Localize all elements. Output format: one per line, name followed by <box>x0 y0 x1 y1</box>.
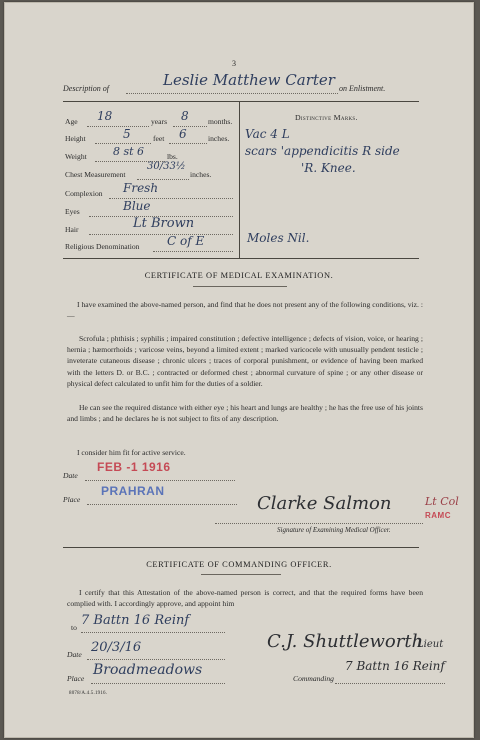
chest-value: 30/33½ <box>147 161 186 172</box>
height-inches-unit: inches. <box>208 134 230 143</box>
commanding-place-value: Broadmeadows <box>93 662 203 678</box>
medical-paragraph-3: He can see the required distance with either eye ; his heart and lungs are healthy ; he has the free use of his joints and limbs ; and he declares he is not subject to fits of any description. <box>67 403 423 424</box>
chest-unit: inches. <box>190 170 212 179</box>
hair-value: Lt Brown <box>133 216 195 231</box>
height-inches-line <box>169 143 207 144</box>
chest-label: Chest Measurement <box>65 170 126 179</box>
age-years-value: 18 <box>97 109 113 123</box>
age-label: Age <box>65 117 78 126</box>
marks-moles: Moles Nil. <box>247 231 310 245</box>
page-number: 3 <box>232 59 236 68</box>
medical-officer-rank: Lt Col <box>425 495 459 508</box>
footer-code: 8078/A.4.5.1916. <box>69 691 108 696</box>
medical-title: CERTIFICATE OF MEDICAL EXAMINATION. <box>144 271 334 280</box>
medical-title-rule <box>193 286 287 287</box>
attestation-page <box>4 2 474 738</box>
commanding-place-label: Place <box>67 674 85 683</box>
medical-place-stamp: PRAHRAN <box>101 484 165 498</box>
description-underline <box>126 93 338 94</box>
commanding-unit-value: 7 Battn 16 Reinf <box>345 659 445 673</box>
commanding-line <box>335 683 445 684</box>
commanding-title-rule <box>201 574 281 575</box>
description-label: Description of <box>63 84 109 93</box>
commanding-officer-suffix: Lieut <box>417 639 444 650</box>
age-months-unit: months. <box>208 117 233 126</box>
hair-line <box>89 234 233 235</box>
medical-place-label: Place <box>63 495 81 504</box>
weight-value: 8 st 6 <box>113 145 145 158</box>
box-top-rule <box>63 101 419 102</box>
eyes-label: Eyes <box>65 207 80 216</box>
medical-signature-line <box>215 523 423 524</box>
age-years-unit: years <box>151 117 168 126</box>
recruit-name: Leslie Matthew Carter <box>163 71 335 89</box>
marks-line-1: Vac 4 L <box>245 127 290 141</box>
eyes-value: Blue <box>123 199 151 213</box>
height-feet-value: 5 <box>123 127 131 141</box>
medical-date-stamp: FEB -1 1916 <box>97 460 171 474</box>
commanding-place-line <box>91 683 225 684</box>
commanding-date-label: Date <box>67 650 82 659</box>
weight-unit: lbs. <box>167 152 178 161</box>
medical-paragraph-2: Scrofula ; phthisis ; syphilis ; impaired constitution ; defective intelligence ; defects of vision, voice, or hearing ; hernia ; hæmorrhoids ; varicose veins, beyond a limited extent ; marked varicocele with unusually pendent testicle ; inveterate cutaneous disease ; chronic ulcers ; traces of corporal punishment, or evidence of having been marked with the letters D. or B.C. ; contracted or deformed chest ; abnormal curvature of spine ; or any other disease or physical defect calculated to unfit him for the duties of a soldier. <box>67 334 423 388</box>
age-months-value: 8 <box>181 109 189 123</box>
complexion-value: Fresh <box>123 181 159 195</box>
marks-line-2: scars 'appendicitis R side <box>245 144 400 158</box>
medical-place-line <box>87 504 237 505</box>
commanding-date-line <box>87 659 225 660</box>
medical-officer-signature: Clarke Salmon <box>257 493 392 514</box>
weight-label: Weight <box>65 152 87 161</box>
religion-value: C of E <box>167 234 205 248</box>
religion-label: Religious Denomination <box>65 242 140 251</box>
chest-line <box>137 179 189 180</box>
section-divider <box>63 547 419 548</box>
distinctive-marks-header: Distinctive Marks. <box>295 113 358 122</box>
appoint-to-label: to <box>71 623 77 632</box>
hair-label: Hair <box>65 225 79 234</box>
description-suffix: on Enlistment. <box>339 84 386 93</box>
religion-line <box>153 251 233 252</box>
age-line <box>87 126 149 127</box>
commanding-label: Commanding <box>293 674 334 683</box>
commanding-date-value: 20/3/16 <box>91 640 142 655</box>
medical-officer-unit: RAMC <box>425 511 451 520</box>
commanding-paragraph: I certify that this Attestation of the above-named person is correct, and that the required forms have been complied with. I accordingly approve, and appoint him <box>67 588 423 609</box>
medical-date-line <box>85 480 235 481</box>
medical-paragraph-1: I have examined the above-named person, and find that he does not present any of the following conditions, viz. :— <box>67 300 423 321</box>
height-line <box>95 143 151 144</box>
height-label: Height <box>65 134 86 143</box>
complexion-label: Complexion <box>65 189 103 198</box>
appoint-to-value: 7 Battn 16 Reinf <box>81 613 190 628</box>
height-feet-unit: feet <box>153 134 165 143</box>
fit-statement: I consider him fit for active service. <box>77 448 186 457</box>
appoint-to-line <box>81 632 225 633</box>
box-divider <box>239 102 240 258</box>
height-inches-value: 6 <box>179 127 187 141</box>
medical-date-label: Date <box>63 471 78 480</box>
medical-signature-caption: Signature of Examining Medical Officer. <box>277 526 391 534</box>
commanding-title: CERTIFICATE OF COMMANDING OFFICER. <box>146 560 332 569</box>
commanding-officer-signature: C.J. Shuttleworth <box>267 631 424 652</box>
marks-line-3: 'R. Knee. <box>301 161 356 175</box>
box-bottom-rule <box>63 258 419 259</box>
